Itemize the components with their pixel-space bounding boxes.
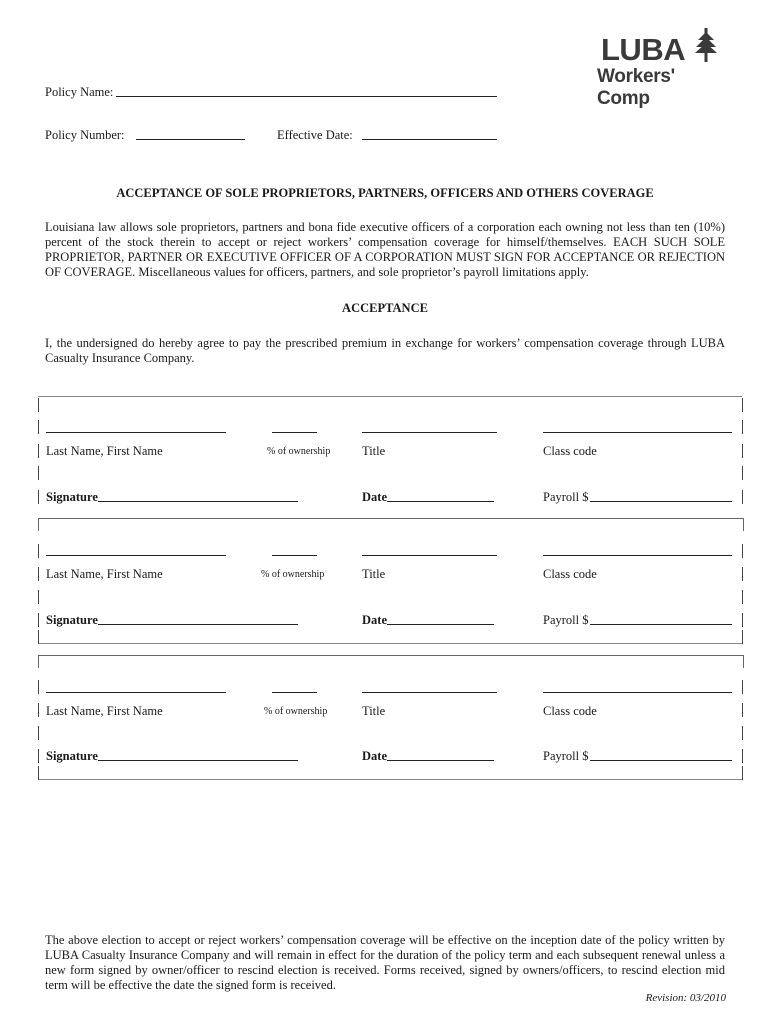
block-edge [742,630,743,644]
intro-paragraph: Louisiana law allows sole proprietors, partners and bona fide executive officers of a corporation each owning not less than ten (10%) percent of the stock therein to accept or reject workers’ compensation coverage for himself/themselves. EACH SUCH SOLE PROPRIETOR, PARTNER OR EXECUTIVE OFFICER OF A CORPORATION MUST SIGN FOR ACCEPTANCE OR REJECTION OF COVERAGE. Miscellaneous values for officers, partners, and sole proprietor’s payroll limitations apply. [45,220,725,279]
block-edge [38,726,39,740]
block-edge [38,766,39,780]
name-label: Last Name, First Name [46,567,163,581]
class-code-label: Class code [543,704,597,718]
acceptance-heading: ACCEPTANCE [342,301,428,315]
payroll-field[interactable] [590,760,732,761]
block-edge [742,703,743,717]
effective-date-field[interactable] [362,139,497,140]
footer-paragraph: The above election to accept or reject workers’ compensation coverage will be effective on the inception date of the policy written by LUBA Casualty Insurance Company and will remain in effect for the duration of the policy term and each subsequent renewal unless a new form signed by owner/officer to rescind election is received. Forms received, signed by owners/officers, to rescind election mid term will be effective the date the signed form is received. [45,933,725,992]
block-edge [38,567,39,581]
block-edge [38,444,39,458]
revision-note: Revision: 03/2010 [645,992,726,1004]
class-code-label: Class code [543,444,597,458]
tree-icon [693,28,719,62]
date-label: Date [362,490,387,504]
class-code-field[interactable] [543,432,732,433]
block-top-border [38,655,744,668]
block-edge [742,680,743,694]
block-edge [38,703,39,717]
name-label: Last Name, First Name [46,444,163,458]
block-top-border [38,518,744,531]
payroll-label: Payroll $ [543,749,589,763]
block-edge [742,466,743,480]
block-edge [742,398,743,412]
ownership-field[interactable] [272,555,317,556]
block-edge [742,726,743,740]
title-label: Title [362,704,386,718]
block-edge [38,544,39,558]
payroll-field[interactable] [590,624,732,625]
signature-label: Signature [46,613,98,627]
signature-label: Signature [46,749,98,763]
date-label: Date [362,749,387,763]
block-edge [742,544,743,558]
title-label: Title [362,444,386,458]
policy-name-label: Policy Name: [45,85,114,99]
block-top-border [38,396,742,397]
luba-logo [597,28,727,109]
date-field[interactable] [387,624,494,625]
block-edge [742,420,743,434]
logo-name: LUBA [601,32,686,67]
class-code-field[interactable] [543,555,732,556]
block-edge [742,567,743,581]
block-edge [38,613,39,627]
signature-field[interactable] [98,760,298,761]
signature-field[interactable] [98,501,298,502]
title-field[interactable] [362,555,497,556]
ownership-label: % of ownership [267,446,331,457]
name-label: Last Name, First Name [46,704,163,718]
form-title: ACCEPTANCE OF SOLE PROPRIETORS, PARTNERS, OFFICERS AND OTHERS COVERAGE [116,186,654,200]
block-edge [742,613,743,627]
block-edge [742,490,743,504]
block-edge [742,749,743,763]
title-field[interactable] [362,432,497,433]
payroll-label: Payroll $ [543,490,589,504]
block-bottom-border [38,643,742,644]
name-field[interactable] [46,692,226,693]
block-edge [742,766,743,780]
payroll-field[interactable] [590,501,732,502]
block-edge [742,590,743,604]
logo-subtitle: Workers' Comp [597,66,675,109]
name-field[interactable] [46,555,226,556]
block-edge [38,749,39,763]
block-bottom-border [38,779,742,780]
ownership-label: % of ownership [264,706,328,717]
ownership-field[interactable] [272,692,317,693]
signature-field[interactable] [98,624,298,625]
ownership-field[interactable] [272,432,317,433]
date-field[interactable] [387,760,494,761]
title-field[interactable] [362,692,497,693]
policy-name-field[interactable] [116,96,497,97]
effective-date-label: Effective Date: [277,128,353,142]
block-edge [742,444,743,458]
signature-label: Signature [46,490,98,504]
block-edge [38,630,39,644]
block-edge [38,398,39,412]
ownership-label: % of ownership [261,569,325,580]
block-edge [38,680,39,694]
date-label: Date [362,613,387,627]
title-label: Title [362,567,386,581]
policy-number-label: Policy Number: [45,128,125,142]
block-edge [38,466,39,480]
block-edge [38,490,39,504]
block-edge [38,590,39,604]
date-field[interactable] [387,501,494,502]
class-code-field[interactable] [543,692,732,693]
block-edge [38,420,39,434]
name-field[interactable] [46,432,226,433]
acceptance-paragraph: I, the undersigned do hereby agree to pay the prescribed premium in exchange for workers’ compensation coverage through LUBA Casualty Insurance Company. [45,336,725,365]
payroll-label: Payroll $ [543,613,589,627]
policy-number-field[interactable] [136,139,245,140]
class-code-label: Class code [543,567,597,581]
